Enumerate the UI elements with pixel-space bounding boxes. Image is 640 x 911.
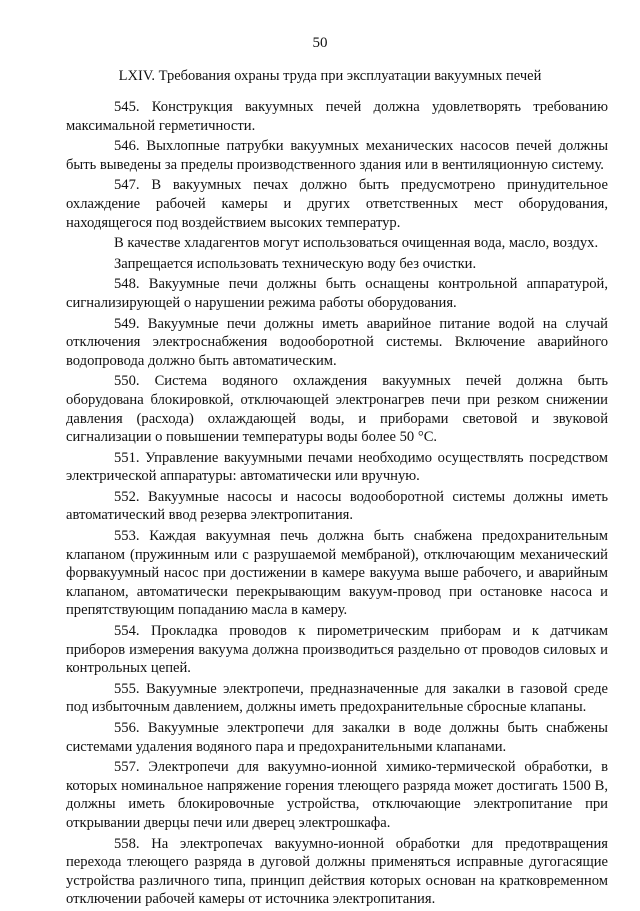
- paragraph-546: 546. Выхлопные патрубки вакуумных механических насосов печей должны быть выведены за пределы производственного здания или в вентиляционную систему.: [66, 138, 608, 173]
- paragraph-555: 555. Вакуумные электропечи, предназначенные для закалки в газовой среде под избыточным давлением, должны иметь предохранительные сбросные клапаны.: [66, 680, 608, 716]
- paragraph-554: 554. Прокладка проводов к пирометрическим приборам и к датчикам приборов измерения вакуума должна производиться раздельно от проводов силовых и контрольных цепей.: [66, 623, 608, 677]
- paragraph-553: 553. Каждая вакуумная печь должна быть снабжена предохранительным клапаном (пружинным или с разрушаемой мембраной), отключающим механический форвакуумный насос при достижении в камере вакуума выше рабочего, и аварийным клапаном, автоматически перекрывающим вакуум-провод при остановке насоса и препятствующим попаданию масла в камеру.: [66, 528, 608, 619]
- paragraph-557: 557. Электропечи для вакуумно-ионной химико-термической обработки, в которых номинальное напряжение горения тлеющего разряда может достигать 1500 В, должны иметь блокировочные устройства, отключающие электропитание при открывании дверцы печи или дверец электрошкафа.: [66, 759, 608, 831]
- paragraph-548: 548. Вакуумные печи должны быть оснащены контрольной аппаратурой, сигнализирующей о нарушении режима работы оборудования.: [66, 276, 608, 311]
- paragraph-558: 558. На электропечах вакуумно-ионной обработки для предотвращения перехода тлеющего разряда в дуговой должны применяться исправные дугогасящие устройства различного типа, принцип действия которых основан на кратковременном отключении рабочей камеры от источника электропитания.: [66, 835, 608, 908]
- paragraph-coolants: В качестве хладагентов могут использоваться очищенная вода, масло, воздух.: [114, 235, 599, 252]
- paragraph-prohibition: Запрещается использовать техническую воду без очистки.: [114, 255, 477, 272]
- paragraph-552: 552. Вакуумные насосы и насосы водооборотной системы должны иметь автоматический ввод резерва электропитания.: [66, 488, 608, 524]
- paragraph-547: 547. В вакуумных печах должно быть предусмотрено принудительное охлаждение рабочей камеры и других ответственных мест оборудования, находящегося под воздействием высоких температур.: [66, 177, 608, 231]
- paragraph-556: 556. Вакуумные электропечи для закалки в воде должны быть снабжены системами удаления водяного пара и предохранительными клапанами.: [66, 720, 608, 755]
- paragraph-550: 550. Система водяного охлаждения вакуумных печей должна быть оборудована блокировкой, отключающей электронагрев печи при резком снижении давления (расхода) охлаждающей воды, и приборами световой и звуковой сигнализации о повышении температуры воды более 50 °С.: [66, 373, 608, 446]
- paragraph-545: 545. Конструкция вакуумных печей должна удовлетворять требованию максимальной герметичности.: [66, 99, 608, 134]
- paragraph-549: 549. Вакуумные печи должны иметь аварийное питание водой на случай отключения электроснабжения водооборотной системы. Включение аварийного водопровода должно быть автоматическим.: [66, 315, 608, 369]
- document-body: [66, 98, 608, 911]
- section-title: LXIV. Требования охраны труда при эксплуатации вакуумных печей: [118, 68, 542, 84]
- paragraph-551: 551. Управление вакуумными печами необходимо осуществлять посредством электрической аппаратуры: автоматически или вручную.: [66, 449, 608, 485]
- page-number: 50: [312, 35, 328, 51]
